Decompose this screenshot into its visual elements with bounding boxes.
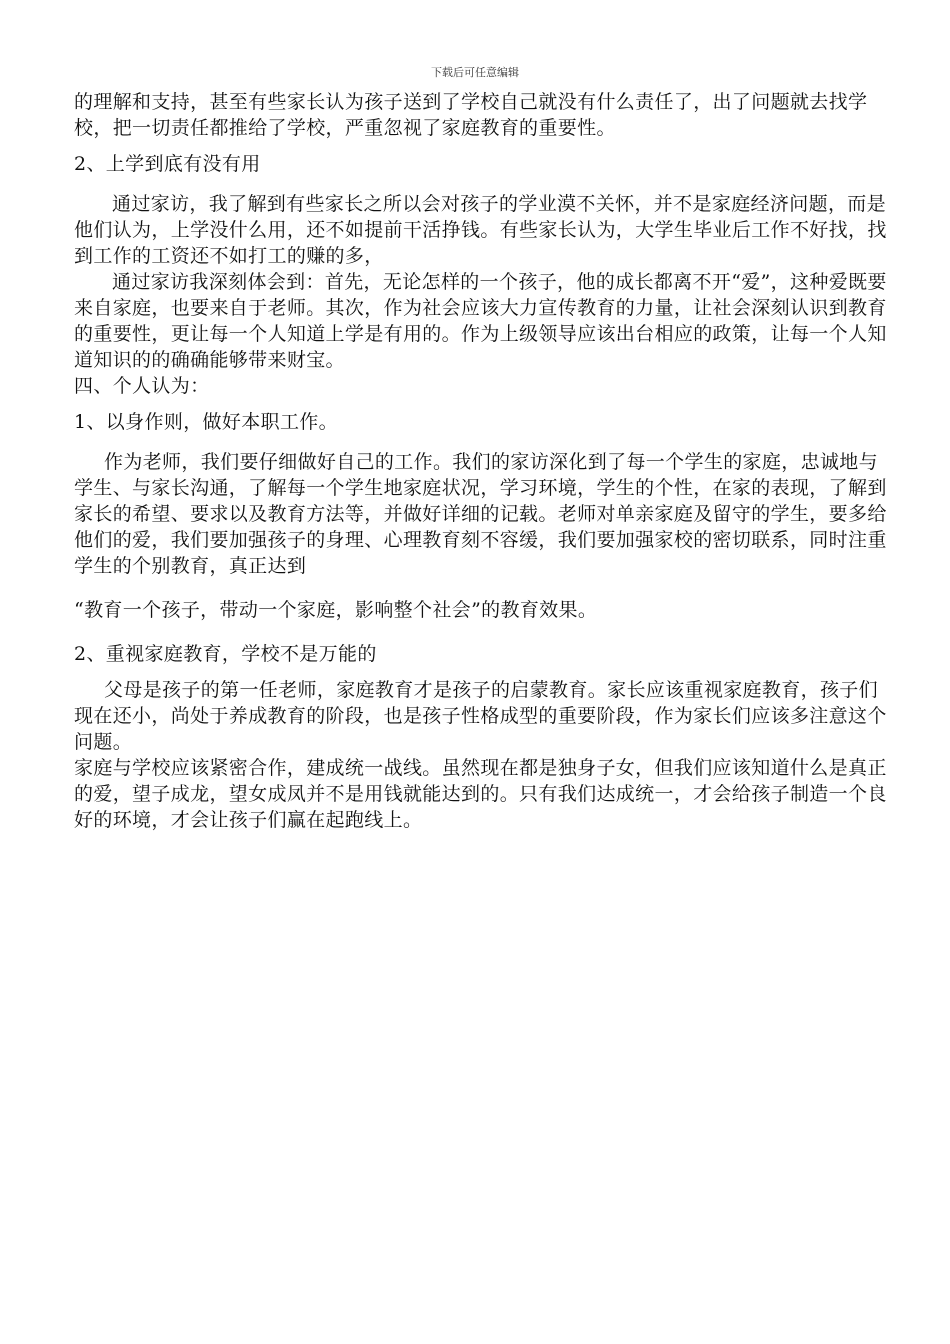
paragraph-continuation: 的理解和支持，甚至有些家长认为孩子送到了学校自己就没有什么责任了，出了问题就去找学校，把一切责任都推给了学校，严重忽视了家庭教育的重要性。 [74, 91, 868, 139]
section-heading-school-usefulness: 2、上学到底有没有用 [74, 153, 261, 175]
paragraph-home-visit-findings: 通过家访，我了解到有些家长之所以会对孩子的学业漠不关怀，并不是家庭经济问题，而是他们认为，上学没什么用，还不如提前干活挣钱。有些家长认为，大学生毕业后工作不好找，找到工作的工资还不如打工的赚的多， [74, 193, 887, 267]
paragraph-education-effect: “教育一个孩子，带动一个家庭，影响整个社会”的教育效果。 [74, 599, 598, 621]
paragraph-teacher-duty: 作为老师，我们要仔细做好自己的工作。我们的家访深化到了每一个学生的家庭，忠诚地与学生、与家长沟通，了解每一个学生地家庭状况，学习环境，学生的个性，在家的表现，了解到家长的希望、要求以及教育方法等，并做好详细的记载。老师对单亲家庭及留守的学生，要多给他们的爱，我们要加强孩子的身理、心理教育刻不容缓，我们要加强家校的密切联系，同时注重学生的个别教育，真正达到 [74, 451, 887, 577]
paragraph-home-school-cooperation: 家庭与学校应该紧密合作，建成统一战线。虽然现在都是独身子女，但我们应该知道什么是真正的爱，望子成龙，望女成凤并不是用钱就能达到的。只有我们达成统一，才会给孩子制造一个良好的环境，才会让孩子们赢在起跑线上。 [74, 757, 887, 831]
subheading-lead-by-example: 1、以身作则，做好本职工作。 [74, 411, 338, 433]
paragraph-parents-first-teacher: 父母是孩子的第一任老师，家庭教育才是孩子的启蒙教育。家长应该重视家庭教育，孩子们现在还小，尚处于养成教育的阶段，也是孩子性格成型的重要阶段，作为家长们应该多注意这个问题。 [74, 679, 887, 753]
paragraph-home-visit-reflection: 通过家访我深刻体会到：首先，无论怎样的一个孩子，他的成长都离不开“爱”，这种爱既要来自家庭，也要来自于老师。其次，作为社会应该大力宣传教育的力量，让社会深刻认识到教育的重要性，更让每一个人知道上学是有用的。作为上级领导应该出台相应的政策，让每一个人知道知识的的确确能够带来财宝。 [74, 271, 887, 371]
page-header: 下载后可任意编辑 [431, 66, 519, 79]
subheading-family-education: 2、重视家庭教育，学校不是万能的 [74, 643, 377, 665]
section-heading-personal-view: 四、个人认为： [74, 375, 210, 397]
document-body [74, 89, 894, 833]
